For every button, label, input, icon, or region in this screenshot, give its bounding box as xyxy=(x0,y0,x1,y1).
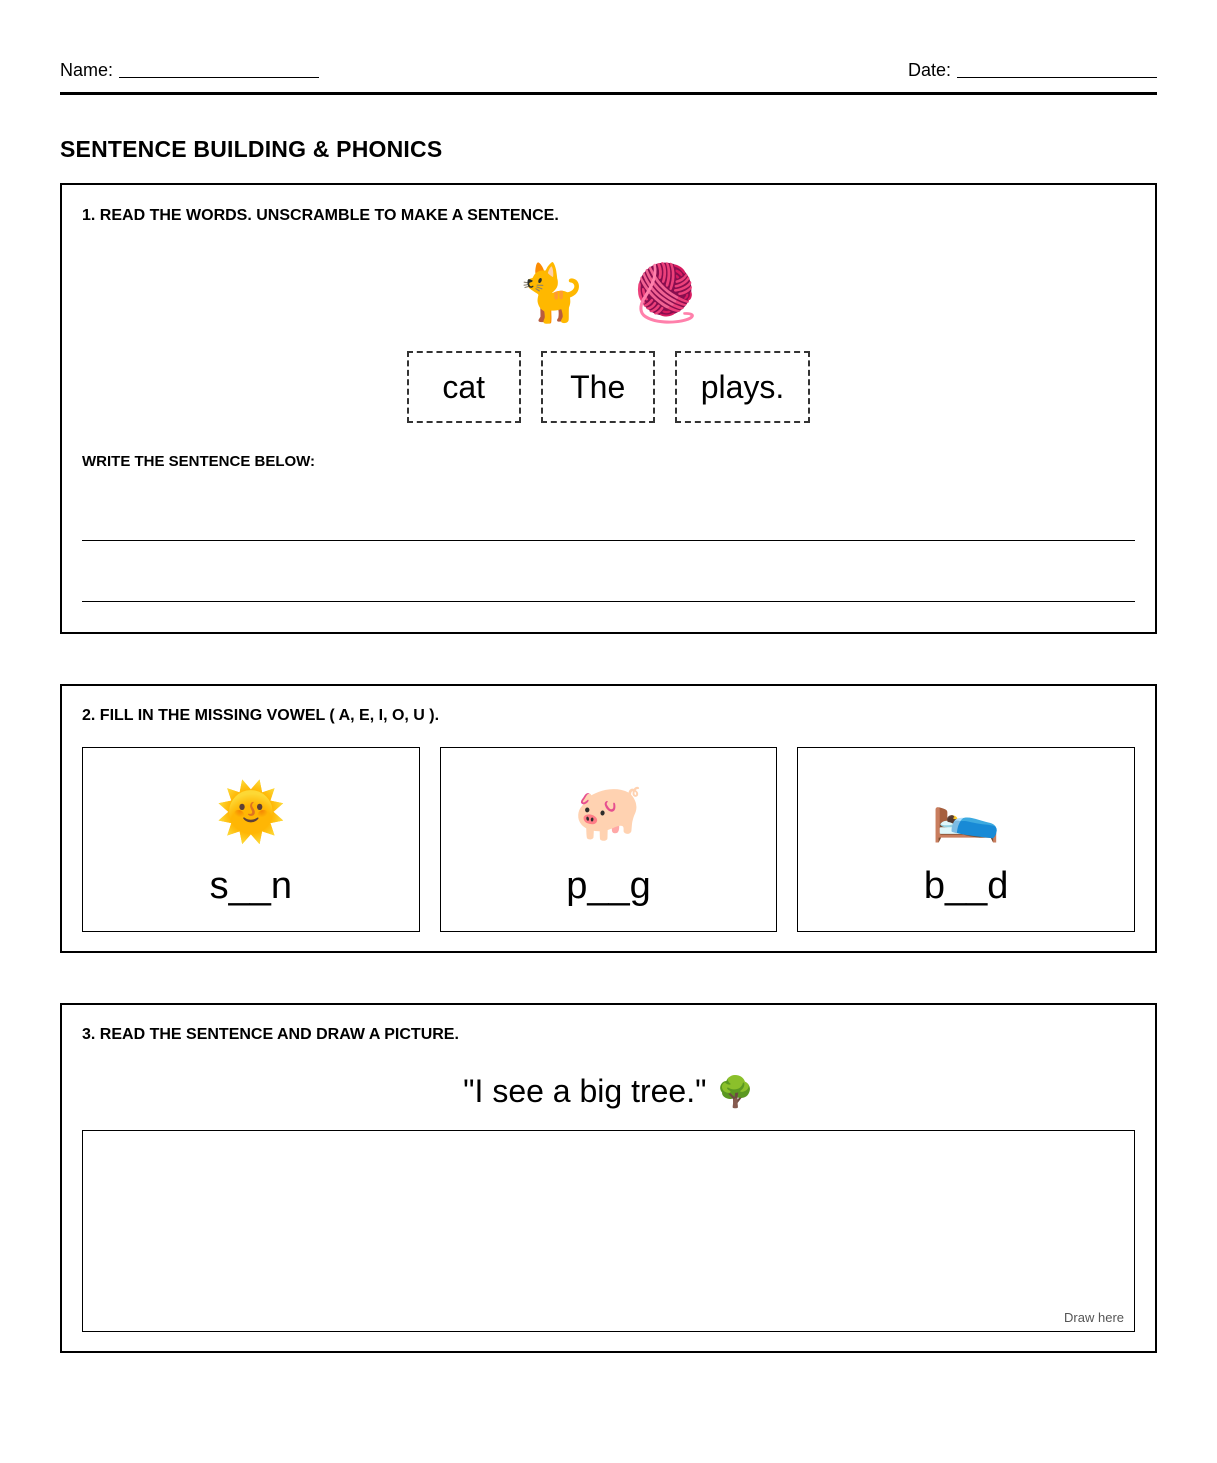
section-missing-vowel xyxy=(60,684,1157,953)
section-heading: 2. FILL IN THE MISSING VOWEL ( A, E, I, O, U ). xyxy=(82,707,440,724)
vowel-card-sun[interactable] xyxy=(82,747,420,932)
writing-line[interactable] xyxy=(82,601,1135,602)
picture-row xyxy=(62,257,1155,329)
vowel-word: p__g xyxy=(566,865,651,907)
word-card[interactable]: The xyxy=(541,351,655,423)
bed-icon: 🛌 xyxy=(931,780,1002,843)
vowel-card-pig[interactable] xyxy=(440,747,778,932)
page-title: SENTENCE BUILDING & PHONICS xyxy=(60,136,443,162)
sun-icon: 🌞 xyxy=(215,780,286,843)
vowel-card-bed[interactable] xyxy=(797,747,1135,932)
writing-line[interactable] xyxy=(82,540,1135,541)
vowel-grid xyxy=(82,747,1135,932)
section-unscramble xyxy=(60,183,1157,634)
section-draw xyxy=(60,1003,1157,1353)
vowel-word: s__n xyxy=(209,865,293,907)
date-blank-line[interactable] xyxy=(957,60,1157,78)
name-label: Name: xyxy=(60,60,114,80)
name-blank-line[interactable] xyxy=(119,60,319,78)
word-card[interactable]: plays. xyxy=(675,351,811,423)
read-sentence xyxy=(62,1071,1155,1113)
sentence-text: "I see a big tree." xyxy=(463,1073,707,1109)
worksheet-header xyxy=(60,58,1157,95)
drawing-area[interactable] xyxy=(82,1130,1135,1332)
word-cards xyxy=(62,351,1155,423)
pig-icon: 🐖 xyxy=(573,780,644,843)
section-heading: 1. READ THE WORDS. UNSCRAMBLE TO MAKE A SENTENCE. xyxy=(82,207,559,224)
draw-hint: Draw here xyxy=(1064,1310,1124,1325)
tree-icon: 🌳 xyxy=(716,1076,754,1109)
name-field xyxy=(60,58,319,82)
date-label: Date: xyxy=(907,60,951,80)
vowel-word: b__d xyxy=(923,865,1009,907)
yarn-ball-icon: 🧶 xyxy=(630,261,701,324)
word-card[interactable]: cat xyxy=(407,351,521,423)
write-label: WRITE THE SENTENCE BELOW: xyxy=(82,453,316,470)
cat-icon: 🐈 xyxy=(516,261,587,324)
date-field xyxy=(908,58,1157,82)
section-heading: 3. READ THE SENTENCE AND DRAW A PICTURE. xyxy=(82,1026,459,1043)
